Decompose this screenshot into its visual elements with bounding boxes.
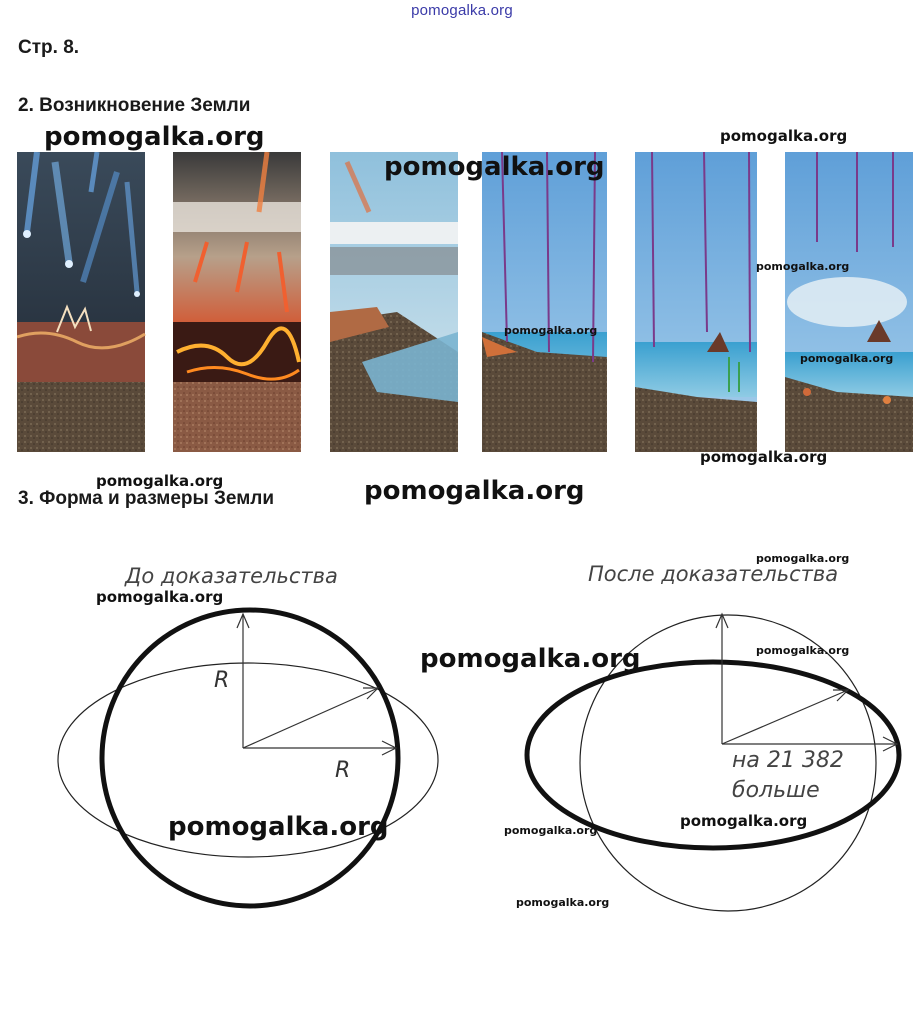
watermark: pomogalka.org bbox=[756, 260, 850, 273]
before-thick-circle bbox=[102, 610, 398, 906]
watermark: pomogalka.org bbox=[96, 472, 224, 490]
watermark: pomogalka.org bbox=[756, 644, 850, 657]
watermark: pomogalka.org bbox=[756, 552, 850, 565]
watermark: pomogalka.org bbox=[504, 324, 598, 337]
difference-label-line2: больше bbox=[732, 778, 820, 803]
difference-label-line1: на 21 382 bbox=[732, 748, 844, 773]
watermark: pomogalka.org bbox=[168, 812, 389, 842]
radius-label-vertical: R bbox=[214, 668, 230, 693]
page-number: Стр. 8. bbox=[18, 37, 80, 58]
after-radius-diagonal bbox=[722, 690, 848, 744]
watermark: pomogalka.org bbox=[720, 127, 848, 145]
watermark: pomogalka.org bbox=[700, 448, 828, 466]
watermark: pomogalka.org bbox=[44, 122, 265, 152]
watermark: pomogalka.org bbox=[420, 644, 641, 674]
before-proof-label: До доказательства bbox=[125, 564, 338, 588]
watermark: pomogalka.org bbox=[96, 588, 224, 606]
section-heading-origin: 2. Возникновение Земли bbox=[18, 95, 251, 116]
watermark: pomogalka.org bbox=[680, 812, 808, 830]
section-heading-shape-size: 3. Форма и размеры Земли bbox=[18, 488, 275, 509]
watermark: pomogalka.org bbox=[504, 824, 598, 837]
difference-label bbox=[732, 746, 844, 806]
watermark: pomogalka.org bbox=[384, 152, 605, 182]
watermark: pomogalka.org bbox=[800, 352, 894, 365]
before-radius-diagonal bbox=[243, 688, 378, 748]
watermark: pomogalka.org bbox=[516, 896, 610, 909]
site-header-link[interactable]: pomogalka.org bbox=[411, 2, 513, 19]
radius-label-horizontal: R bbox=[335, 758, 351, 783]
after-proof-label: После доказательства bbox=[588, 562, 839, 586]
watermark: pomogalka.org bbox=[364, 476, 585, 506]
